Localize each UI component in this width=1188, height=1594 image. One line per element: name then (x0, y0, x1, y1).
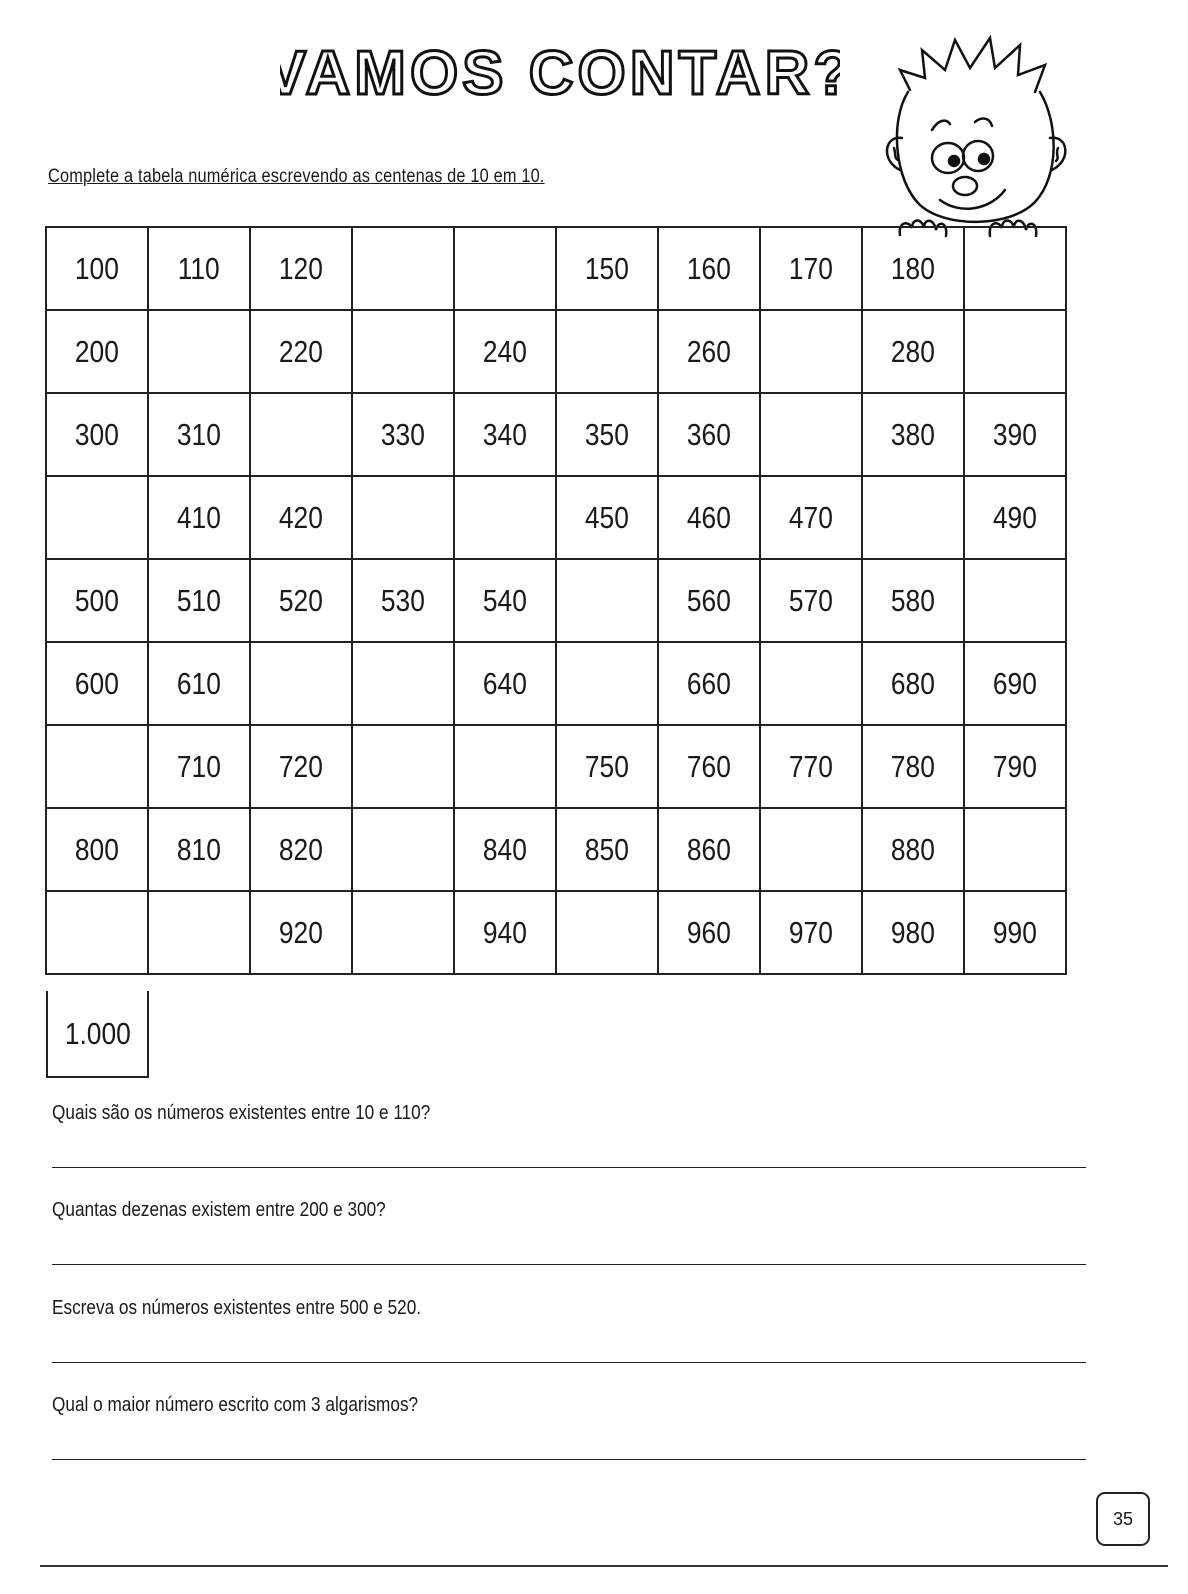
table-cell[interactable] (250, 725, 352, 808)
table-cell-value: 420 (279, 499, 323, 535)
table-cell[interactable] (250, 393, 352, 476)
table-cell[interactable] (250, 476, 352, 559)
table-cell[interactable] (556, 642, 658, 725)
table-cell[interactable] (46, 227, 148, 310)
table-cell[interactable] (46, 310, 148, 393)
table-cell-value: 720 (279, 748, 323, 784)
table-cell-value: 490 (993, 499, 1037, 535)
table-cell[interactable] (556, 476, 658, 559)
table-cell[interactable] (454, 559, 556, 642)
table-cell[interactable] (454, 310, 556, 393)
table-cell[interactable] (556, 725, 658, 808)
table-cell[interactable] (148, 227, 250, 310)
table-cell-value: 220 (279, 333, 323, 369)
table-cell[interactable] (46, 559, 148, 642)
table-cell[interactable] (658, 476, 760, 559)
table-cell[interactable] (862, 808, 964, 891)
table-cell-value: 160 (687, 250, 731, 286)
table-cell[interactable] (862, 227, 964, 310)
table-cell[interactable] (862, 310, 964, 393)
table-cell[interactable] (556, 808, 658, 891)
table-cell-value: 530 (381, 582, 425, 618)
table-cell[interactable] (964, 393, 1066, 476)
table-cell[interactable] (250, 891, 352, 974)
answer-line-3[interactable] (52, 1362, 1086, 1363)
table-cell[interactable] (148, 642, 250, 725)
table-cell-value: 690 (993, 665, 1037, 701)
table-cell[interactable] (352, 310, 454, 393)
table-cell[interactable] (352, 725, 454, 808)
table-cell-value: 240 (483, 333, 527, 369)
table-cell[interactable] (964, 227, 1066, 310)
answer-line-2[interactable] (52, 1264, 1086, 1265)
table-cell[interactable] (556, 227, 658, 310)
table-cell[interactable] (148, 891, 250, 974)
table-cell[interactable] (760, 476, 862, 559)
table-cell-value: 580 (891, 582, 935, 618)
table-cell-value: 560 (687, 582, 731, 618)
table-cell[interactable] (454, 393, 556, 476)
table-cell[interactable] (862, 476, 964, 559)
table-cell[interactable] (148, 393, 250, 476)
page-number: 35 (1096, 1492, 1150, 1546)
table-cell-value: 450 (585, 499, 629, 535)
table-cell-value: 520 (279, 582, 323, 618)
table-cell[interactable] (250, 559, 352, 642)
table-cell[interactable] (658, 559, 760, 642)
table-cell[interactable] (352, 808, 454, 891)
table-cell-value: 150 (585, 250, 629, 286)
table-cell-value: 570 (789, 582, 833, 618)
answer-line-4[interactable] (52, 1459, 1086, 1460)
table-cell[interactable] (454, 227, 556, 310)
table-cell-value: 760 (687, 748, 731, 784)
table-cell[interactable] (760, 642, 862, 725)
table-cell-value: 820 (279, 831, 323, 867)
question-2: Quantas dezenas existem entre 200 e 300? (52, 1199, 386, 1221)
table-cell-value: 840 (483, 831, 527, 867)
table-cell[interactable] (250, 310, 352, 393)
table-cell[interactable] (454, 725, 556, 808)
table-row (46, 227, 1066, 310)
table-cell[interactable] (352, 642, 454, 725)
table-cell-value: 880 (891, 831, 935, 867)
table-cell[interactable] (862, 393, 964, 476)
table-cell-value: 330 (381, 416, 425, 452)
table-cell[interactable] (148, 559, 250, 642)
table-cell[interactable] (556, 559, 658, 642)
table-cell-value: 770 (789, 748, 833, 784)
table-cell[interactable] (46, 808, 148, 891)
page-bottom-rule (40, 1565, 1168, 1567)
table-cell-value: 1.000 (64, 1015, 131, 1051)
table-cell[interactable] (760, 393, 862, 476)
table-cell[interactable] (760, 808, 862, 891)
table-row (46, 393, 1066, 476)
table-cell[interactable] (964, 559, 1066, 642)
table-cell[interactable] (658, 227, 760, 310)
table-cell-value: 340 (483, 416, 527, 452)
table-cell-value: 860 (687, 831, 731, 867)
table-cell[interactable] (964, 725, 1066, 808)
table-cell-value: 680 (891, 665, 935, 701)
page-title (280, 28, 840, 118)
table-cell[interactable] (352, 559, 454, 642)
table-cell-value: 410 (177, 499, 221, 535)
table-cell-value: 390 (993, 416, 1037, 452)
table-cell-value: 100 (75, 250, 119, 286)
table-cell-value: 300 (75, 416, 119, 452)
table-cell[interactable] (352, 393, 454, 476)
table-cell-value: 280 (891, 333, 935, 369)
table-cell[interactable] (658, 808, 760, 891)
table-cell[interactable] (454, 476, 556, 559)
table-cell-value: 750 (585, 748, 629, 784)
table-cell[interactable] (556, 393, 658, 476)
table-cell[interactable] (46, 476, 148, 559)
table-cell-value: 980 (891, 914, 935, 950)
table-cell-value: 120 (279, 250, 323, 286)
table-cell[interactable] (46, 642, 148, 725)
table-cell[interactable] (862, 642, 964, 725)
table-cell[interactable] (760, 725, 862, 808)
table-cell[interactable] (658, 393, 760, 476)
table-cell[interactable] (46, 393, 148, 476)
table-cell-value: 170 (789, 250, 833, 286)
table-cell[interactable] (250, 808, 352, 891)
table-cell[interactable] (46, 891, 148, 974)
title-text: VAMOS CONTAR? (280, 39, 840, 108)
table-cell[interactable] (352, 227, 454, 310)
table-cell-value: 600 (75, 665, 119, 701)
table-cell-value: 540 (483, 582, 527, 618)
table-cell[interactable] (454, 808, 556, 891)
table-cell-value: 460 (687, 499, 731, 535)
table-cell[interactable] (148, 725, 250, 808)
table-cell[interactable] (760, 559, 862, 642)
table-row (46, 725, 1066, 808)
table-cell-value: 180 (891, 250, 935, 286)
answer-line-1[interactable] (52, 1167, 1086, 1168)
table-cell-value: 810 (177, 831, 221, 867)
table-row (46, 642, 1066, 725)
table-cell[interactable] (964, 310, 1066, 393)
table-cell-value: 470 (789, 499, 833, 535)
table-cell[interactable] (250, 227, 352, 310)
table-cell[interactable] (964, 642, 1066, 725)
table-cell[interactable] (658, 642, 760, 725)
table-cell-value: 780 (891, 748, 935, 784)
table-cell-value: 380 (891, 416, 935, 452)
table-row (46, 808, 1066, 891)
table-cell-last[interactable] (46, 991, 149, 1078)
table-cell[interactable] (760, 310, 862, 393)
table-cell-value: 310 (177, 416, 221, 452)
table-cell[interactable] (658, 310, 760, 393)
table-cell[interactable] (556, 310, 658, 393)
table-cell-value: 510 (177, 582, 221, 618)
table-cell-value: 360 (687, 416, 731, 452)
table-cell-value: 660 (687, 665, 731, 701)
table-cell-value: 990 (993, 914, 1037, 950)
table-cell[interactable] (964, 891, 1066, 974)
table-cell-value: 940 (483, 914, 527, 950)
table-cell-value: 850 (585, 831, 629, 867)
table-cell-value: 970 (789, 914, 833, 950)
question-3: Escreva os números existentes entre 500 e 520. (52, 1297, 422, 1319)
table-row (46, 476, 1066, 559)
question-1: Quais são os números existentes entre 10 e 110? (52, 1102, 431, 1124)
table-cell[interactable] (454, 642, 556, 725)
table-cell[interactable] (352, 476, 454, 559)
table-cell[interactable] (658, 725, 760, 808)
table-cell-value: 500 (75, 582, 119, 618)
table-cell-value: 610 (177, 665, 221, 701)
table-cell-value: 640 (483, 665, 527, 701)
table-cell-value: 110 (177, 250, 220, 286)
number-table (45, 226, 1067, 975)
table-cell-value: 710 (177, 748, 221, 784)
table-row (46, 891, 1066, 974)
table-cell[interactable] (862, 725, 964, 808)
table-cell[interactable] (148, 310, 250, 393)
table-cell-value: 200 (75, 333, 119, 369)
table-cell-value: 800 (75, 831, 119, 867)
table-cell[interactable] (658, 891, 760, 974)
table-cell[interactable] (148, 808, 250, 891)
instruction-text: Complete a tabela numérica escrevendo as centenas de 10 em 10. (48, 166, 545, 187)
table-cell[interactable] (862, 891, 964, 974)
table-cell[interactable] (454, 891, 556, 974)
title-lettering (280, 28, 840, 118)
table-cell-value: 920 (279, 914, 323, 950)
table-cell-value: 260 (687, 333, 731, 369)
table-cell[interactable] (760, 891, 862, 974)
table-cell[interactable] (964, 476, 1066, 559)
table-cell[interactable] (862, 559, 964, 642)
table-row (46, 559, 1066, 642)
table-cell[interactable] (46, 725, 148, 808)
table-cell-value: 350 (585, 416, 629, 452)
table-cell[interactable] (760, 227, 862, 310)
table-row (46, 310, 1066, 393)
table-cell[interactable] (964, 808, 1066, 891)
table-cell[interactable] (148, 476, 250, 559)
boy-mascot-illustration (880, 30, 1080, 245)
question-4: Qual o maior número escrito com 3 algarismos? (52, 1394, 419, 1416)
table-cell[interactable] (556, 891, 658, 974)
table-cell-value: 960 (687, 914, 731, 950)
table-cell[interactable] (352, 891, 454, 974)
table-cell[interactable] (250, 642, 352, 725)
table-cell-value: 790 (993, 748, 1037, 784)
